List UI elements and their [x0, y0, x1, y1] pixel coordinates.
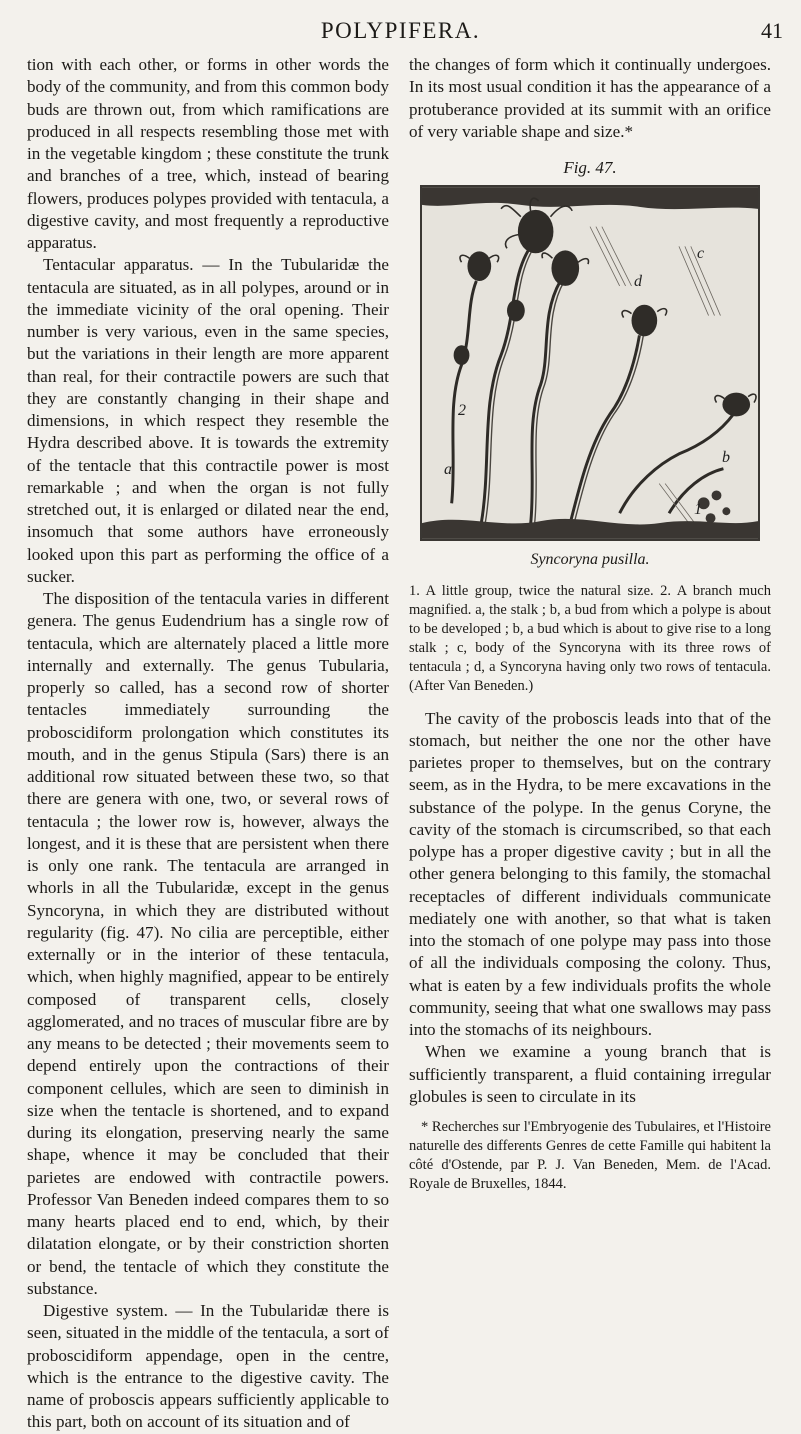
figure-label-b: b: [722, 449, 730, 467]
figure-label-1: 1: [694, 501, 702, 519]
paragraph-tentacular-apparatus: Tentacular apparatus. — In the Tubularidæ the tentacula are situated, as in all polypes, around or in the immediate vicinity of the oral opening. Their number is very various, even in the same species, but the variations in their length are more apparent than real, for their contractile powers are such that they are constantly changing in their shape and dimensions, in which respect they resemble the Hydra described above. It is towards the extremity of the tentacle that this contractile power is most remarkable ; and when the organ is not fully stretched out, it is enlarged or dilated near the end, insomuch that some authors have erroneously looked upon this part as performing the office of a sucker.: [27, 255, 389, 586]
footnote: * Recherches sur l'Embryogenie des Tubulaires, et l'Histoire naturelle des differents Genres de cette Famille qui habitent la côté d'Ostende, par P. J. Van Beneden, Mem. de l'Acad. Royale de Bruxelles, 1844.: [409, 1119, 771, 1192]
paragraph: When we examine a young branch that is sufficiently transparent, a fluid containing irregular globules is seen to circulate in its: [409, 1042, 771, 1106]
paragraph: The disposition of the tentacula varies in different genera. The genus Eudendrium has a single row of tentacula, which are alternately placed a little more internally and externally. The genus Tubularia, properly so called, has a second row of shorter tentacles immediately surrounding the proboscidiform prolongation which constitutes its mouth, and in the genus Stipula (Sars) there is an additional row situated between these two, so that there are genera with one, two, or several rows of tentacula ; the lower row is, however, always the longest, and it is these that are persistent when there is only one rank. The tentacula are arranged in whorls in all the Tubularidæ, except in the genus Syncoryna, in which they are distributed without regularity (fig. 47). No cilia are perceptible, either externally or in the interior of these tentacula, which, when highly magnified, appear to be entirely composed of transparent cells, closely agglomerated, and no traces of muscular fibre are by any means to be detected ; their movements seem to depend entirely upon the contractions of their component cellules, which are seen to diminish in size when the tentacle is shortened, and to expand during its elongation, preserving nearly the same shape, whence it may be concluded that their parietes are endowed with contractile powers. Professor Van Beneden indeed compares them to so many hearts placed end to end, which, by their dilatation elongate, or by their constriction shorten or bend, the tentacle of which they constitute the substance.: [27, 589, 389, 1298]
figure-title: Fig. 47.: [563, 158, 617, 177]
figure-caption: Syncoryna pusilla.: [530, 551, 650, 569]
figure-label-2: 2: [458, 402, 466, 420]
syncoryna-engraving: [422, 187, 758, 539]
page-header: [0, 0, 801, 55]
figure-legend: 1. A little group, twice the natural size. 2. A branch much magnified. a, the stalk ; b, a bud from which a polype is about to be developed ; b, a bud which is about to give rise to a long stalk ; c, body of the Syncoryna with its three rows of tentacula ; d, a Syncoryna having only two rows of tentacula. (After Van Beneden.): [409, 582, 771, 694]
figure-label-c: c: [697, 245, 705, 263]
paragraph: tion with each other, or forms in other words the body of the community, and from this common body buds are thrown out, from which ramifications are produced in all respects resembling those met with in the vegetable kingdom ; these constitute the trunk and branches of a tree, which, instead of bearing flowers, produces polypes provided with tentacula, a digestive cavity, and most frequently a reproductive apparatus.: [27, 55, 389, 252]
figure-label-a: a: [444, 461, 452, 479]
figure-label-d: d: [634, 273, 642, 291]
right-column: [409, 54, 771, 1194]
paragraph-digestive-system: Digestive system. — In the Tubularidæ there is seen, situated in the middle of the tentacula, a sort of proboscidiform appendage, open in the centre, which is the entrance to the digestive cavity. The name of proboscis appears sufficiently applicable to this part, both on account of its situation and of: [27, 1301, 389, 1432]
page-number: 41: [761, 18, 783, 43]
running-head: POLYPIFERA.: [320, 18, 481, 43]
paragraph: The cavity of the proboscis leads into that of the stomach, but neither the one nor the other have parietes proper to themselves, but on the contrary seem, as in the Hydra, to be mere excavations in the substance of the polype. In the genus Coryne, the cavity of the stomach is circumscribed, so that each polype has a proper digestive cavity ; but in all the other genera belonging to this family, the stomachal receptacles of different individuals communicate mediately one with another, so that what is taken into the stomach of one polype may pass into those of all the individuals composing the colony. Thus, what is eaten by a few individuals profits the whole community, seeing that what one swallows may pass into the stomachs of its neighbours.: [409, 708, 771, 1039]
figure-syncoryna-illustration: [420, 185, 760, 541]
left-column: [27, 54, 389, 1434]
paragraph: the changes of form which it continually undergoes. In its most usual condition it has the appearance of a protuberance provided at its summit with an orifice of very variable shape and size.*: [409, 55, 771, 141]
